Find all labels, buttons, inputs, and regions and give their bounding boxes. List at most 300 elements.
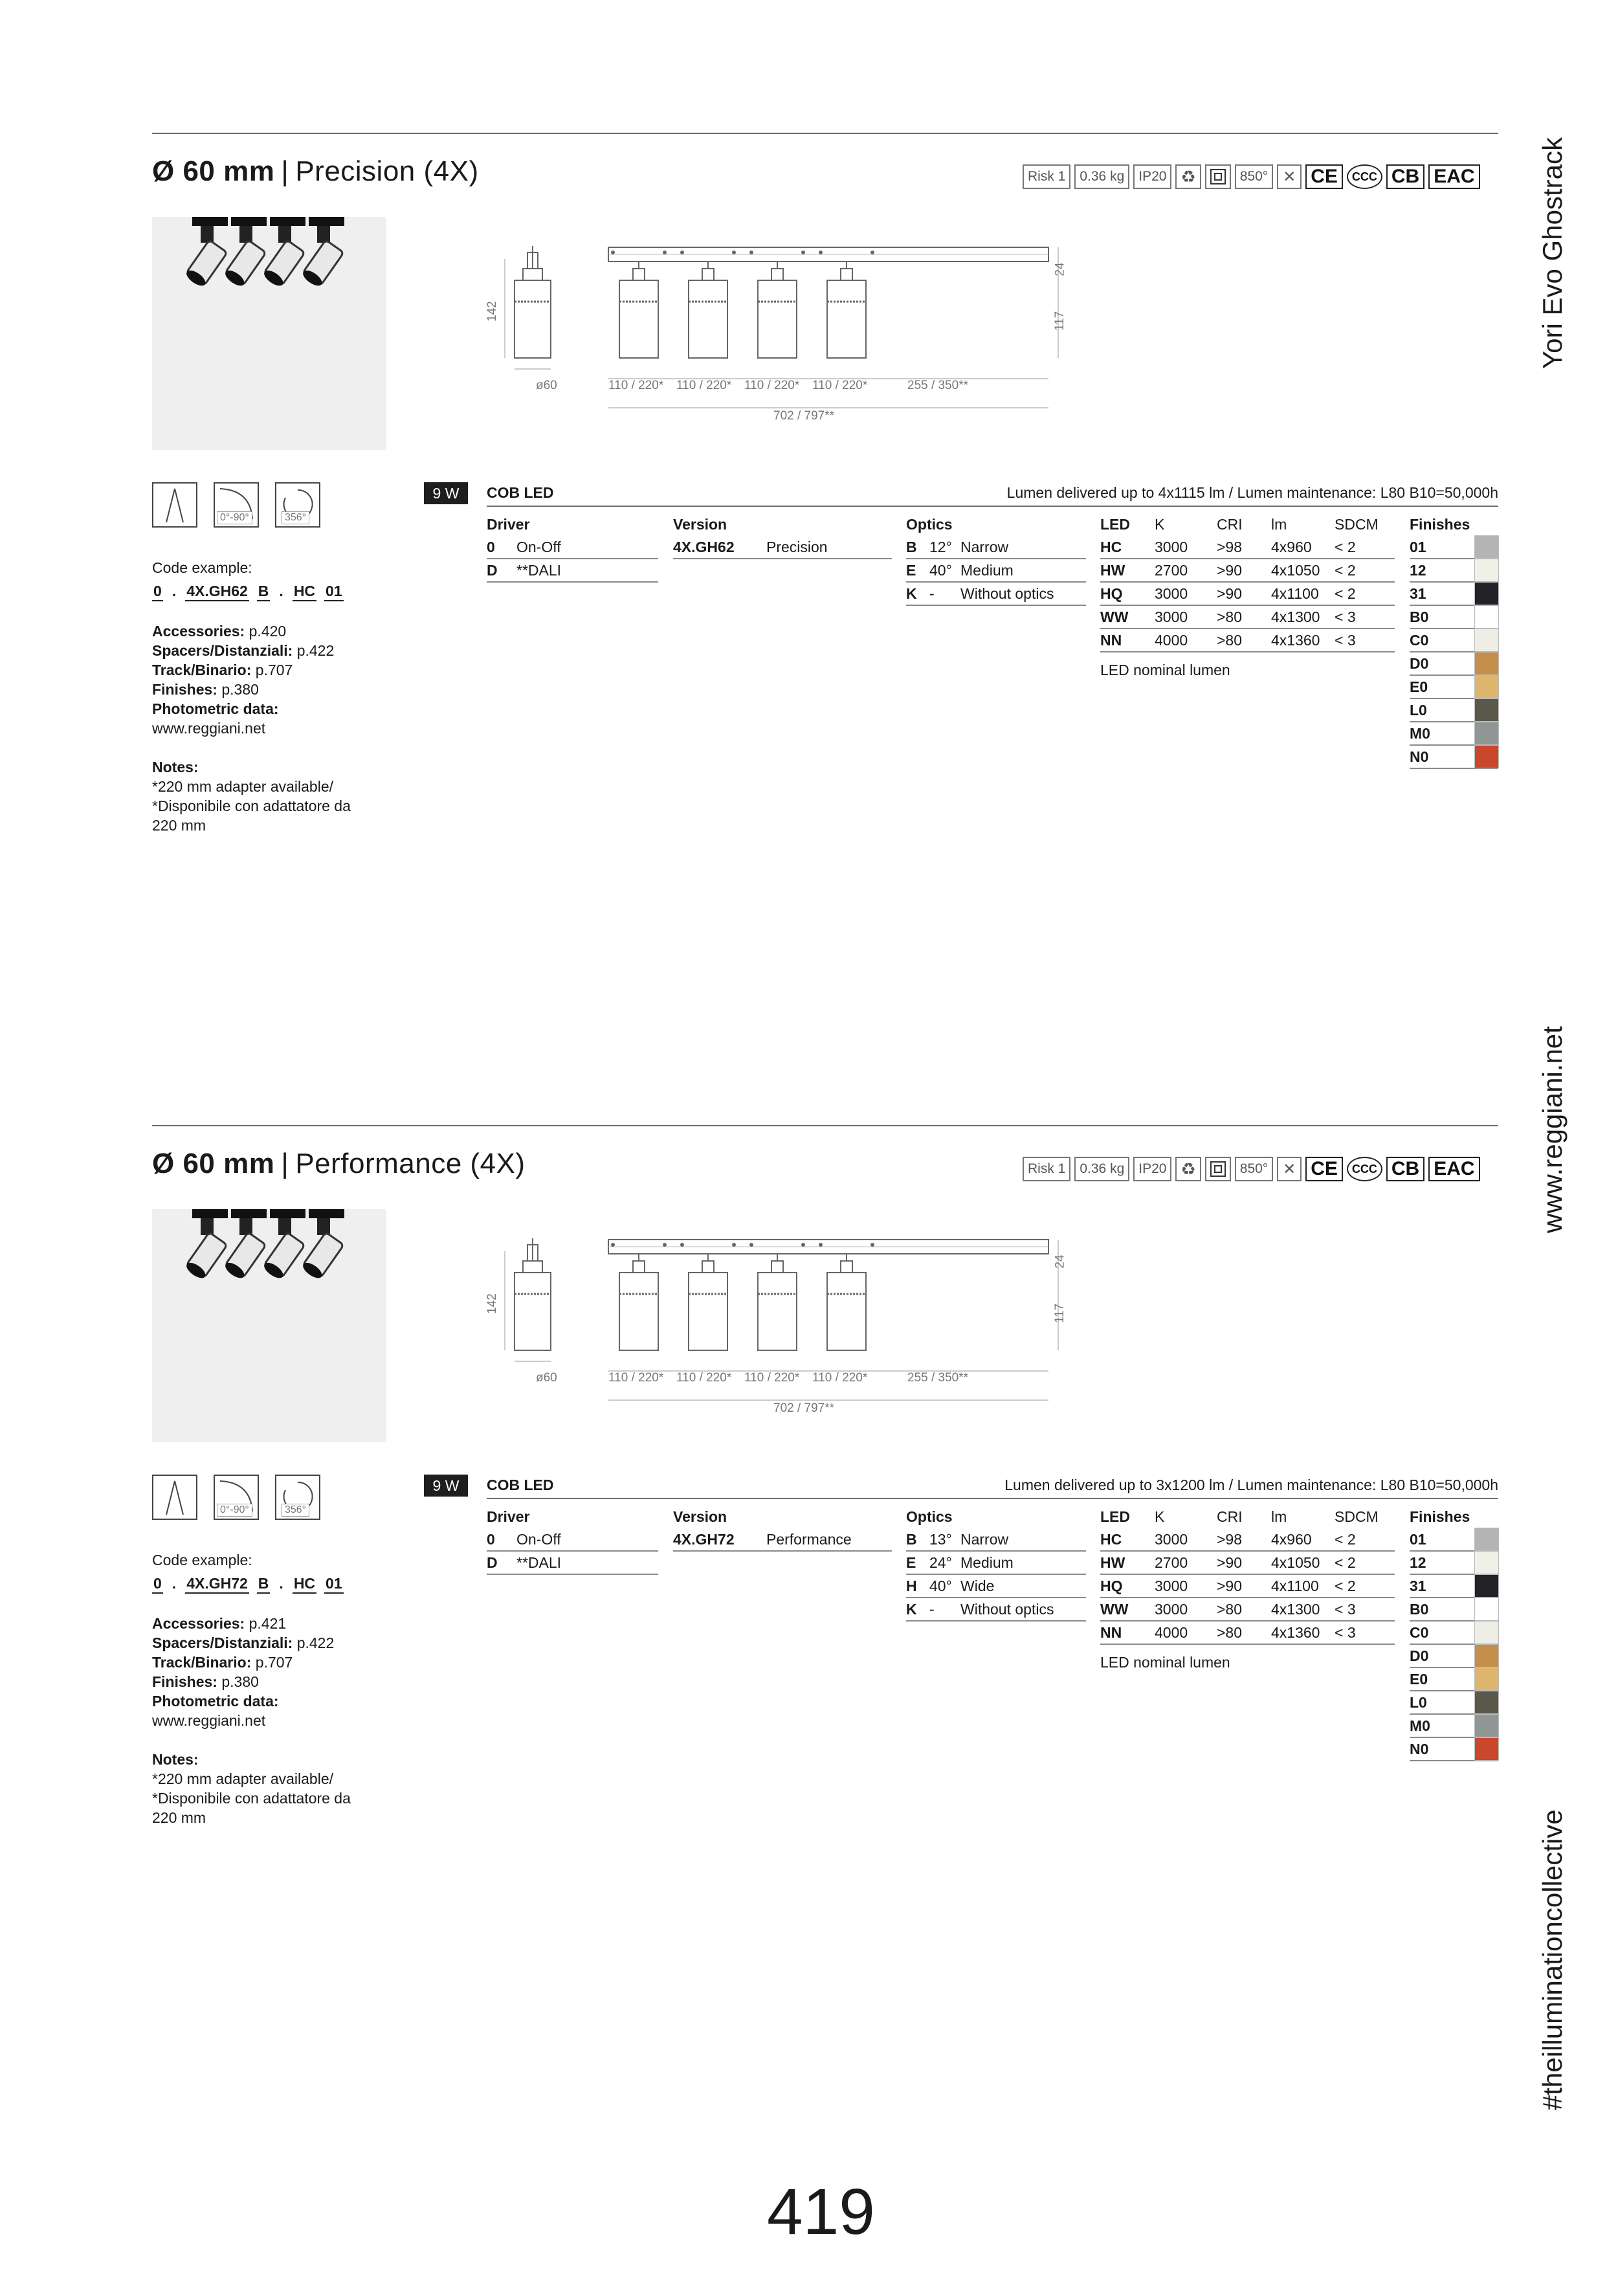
- led-cell: HC: [1100, 539, 1122, 555]
- dim-spacing-4: 110 / 220*: [812, 1371, 868, 1385]
- finish-option[interactable]: [1410, 1668, 1498, 1691]
- finish-code: D0: [1410, 1647, 1429, 1664]
- finish-code: 01: [1410, 1531, 1426, 1548]
- finish-code: L0: [1410, 1694, 1427, 1711]
- class-ii-icon: [1205, 1157, 1231, 1181]
- led-cell: 2700: [1155, 562, 1188, 579]
- led-column-header: K: [1155, 516, 1165, 533]
- version-header: Version: [673, 1508, 727, 1525]
- version-code: 4X.GH72: [673, 1531, 735, 1548]
- optics-header: Optics: [906, 516, 953, 533]
- accessories-label: Accessories:: [152, 1615, 245, 1632]
- optics-column: [906, 1505, 1086, 1622]
- driver-option[interactable]: [487, 1528, 658, 1552]
- finish-swatch: [1475, 1645, 1498, 1667]
- optics-column: [906, 513, 1086, 606]
- led-cell: NN: [1100, 1624, 1122, 1641]
- dim-track: 24: [1053, 1254, 1067, 1269]
- optics-header: Optics: [906, 1508, 953, 1525]
- spacers-page[interactable]: p.422: [296, 642, 335, 659]
- led-cell: < 2: [1335, 1554, 1356, 1571]
- dim-total: 702 / 797**: [773, 1401, 835, 1415]
- led-cell: >90: [1217, 1554, 1243, 1571]
- spacers-label: Spacers/Distanziali:: [152, 642, 293, 659]
- certification-icons: [1023, 1155, 1480, 1183]
- driver-code: 0: [487, 539, 495, 555]
- led-cell: 3000: [1155, 539, 1188, 555]
- finish-swatch: [1475, 699, 1498, 721]
- led-cell: 3000: [1155, 585, 1188, 602]
- led-cell: 3000: [1155, 1577, 1188, 1594]
- finish-option[interactable]: [1410, 1598, 1498, 1622]
- led-cell: 4x960: [1271, 1531, 1312, 1548]
- track-label: Track/Binario:: [152, 1654, 252, 1671]
- led-cell: 4x1300: [1271, 1601, 1320, 1618]
- led-row[interactable]: [1100, 1528, 1395, 1552]
- optics-degree: -: [929, 585, 935, 602]
- optics-degree: 40°: [929, 562, 952, 579]
- spec-rule: [487, 1498, 1498, 1499]
- led-cell: < 2: [1335, 1531, 1356, 1548]
- led-cell: 3000: [1155, 608, 1188, 625]
- led-cell: < 3: [1335, 1624, 1356, 1641]
- finishes-page[interactable]: p.380: [221, 1673, 259, 1690]
- finish-code: 12: [1410, 1554, 1426, 1571]
- led-cell: 4000: [1155, 1624, 1188, 1641]
- track-page[interactable]: p.707: [255, 662, 293, 678]
- led-cell: 2700: [1155, 1554, 1188, 1571]
- finishes-label: Finishes:: [152, 1673, 217, 1690]
- led-cell: 4x960: [1271, 539, 1312, 555]
- finish-swatch: [1475, 629, 1498, 651]
- optics-code: K: [906, 1601, 917, 1618]
- finish-option[interactable]: [1410, 606, 1498, 629]
- finish-swatch: [1475, 1715, 1498, 1737]
- wattage-badge: 9 W: [424, 1475, 468, 1497]
- dim-spacing-4: 110 / 220*: [812, 379, 868, 392]
- led-cell: 4x1360: [1271, 1624, 1320, 1641]
- optics-name: Without optics: [960, 1601, 1054, 1618]
- version-option[interactable]: [673, 536, 892, 559]
- led-row[interactable]: [1100, 1575, 1395, 1598]
- led-column-header: K: [1155, 1508, 1165, 1525]
- photometric-link[interactable]: www.reggiani.net: [152, 720, 266, 737]
- led-table-header: [1100, 513, 1395, 536]
- note-line: *Disponibile con adattatore da: [152, 797, 351, 814]
- dim-diameter: ø60: [536, 379, 557, 392]
- weight-icon: 0.36 kg: [1074, 1157, 1129, 1181]
- optics-name: Medium: [960, 1554, 1014, 1571]
- code-part: .: [172, 1575, 177, 1592]
- finish-swatch: [1475, 536, 1498, 558]
- led-row[interactable]: [1100, 583, 1395, 606]
- finish-code: E0: [1410, 1671, 1428, 1688]
- version-column: [673, 513, 892, 559]
- led-cell: >98: [1217, 1531, 1243, 1548]
- led-cell: HQ: [1100, 585, 1123, 602]
- finish-swatch: [1475, 746, 1498, 768]
- optics-name: Narrow: [960, 1531, 1009, 1548]
- optics-option[interactable]: [906, 583, 1086, 606]
- optics-code: B: [906, 1531, 917, 1548]
- led-row[interactable]: [1100, 629, 1395, 652]
- cb-mark-icon: CB: [1386, 1157, 1424, 1181]
- optics-code: B: [906, 539, 917, 555]
- led-row[interactable]: [1100, 606, 1395, 629]
- optics-code: H: [906, 1577, 917, 1594]
- tilt-label: 0°-90°: [217, 1504, 252, 1517]
- dim-diameter: ø60: [536, 1371, 557, 1385]
- note-line: 220 mm: [152, 817, 206, 834]
- version-header: Version: [673, 516, 727, 533]
- led-row[interactable]: [1100, 1622, 1395, 1645]
- accessories-ref: [152, 1614, 286, 1633]
- finish-option[interactable]: [1410, 536, 1498, 559]
- led-table: [1100, 1505, 1395, 1645]
- led-cell: 3000: [1155, 1601, 1188, 1618]
- led-cell: 4x1100: [1271, 1577, 1319, 1594]
- dim-height: 142: [485, 301, 499, 322]
- version-column: [673, 1505, 892, 1552]
- recycle-icon: ♻: [1175, 1157, 1201, 1181]
- finish-swatch: [1475, 1691, 1498, 1713]
- led-nominal-note: LED nominal lumen: [1100, 1654, 1230, 1671]
- certification-icons: [1023, 163, 1480, 190]
- rotation-label: 356°: [282, 1504, 309, 1517]
- finish-code: C0: [1410, 632, 1429, 649]
- title-diameter: Ø 60 mm: [152, 155, 275, 187]
- code-example-label: Code example:: [152, 1552, 252, 1568]
- finish-option[interactable]: [1410, 583, 1498, 606]
- ip20-icon: IP20: [1133, 1157, 1171, 1181]
- led-cell: >80: [1217, 1601, 1243, 1618]
- product-photo: [152, 217, 386, 450]
- product-section-precision: [0, 0, 1618, 990]
- optics-name: Wide: [960, 1577, 995, 1594]
- led-row[interactable]: [1100, 559, 1395, 583]
- dimension-drawing: [479, 1225, 1113, 1426]
- eac-mark-icon: EAC: [1428, 1157, 1479, 1181]
- finish-swatch: [1475, 1575, 1498, 1597]
- dim-spacing-2: 110 / 220*: [676, 1371, 732, 1385]
- finish-swatch: [1475, 606, 1498, 628]
- product-section-performance: [0, 992, 1618, 1983]
- glow-wire-850-icon: 850°: [1235, 1157, 1273, 1181]
- sidebar-product-title: Yori Evo Ghostrack: [1537, 137, 1568, 369]
- ccc-mark-icon: CCC: [1347, 1157, 1382, 1181]
- led-column-header: LED: [1100, 516, 1130, 533]
- version-name: Precision: [766, 539, 828, 555]
- led-cell: 4x1050: [1271, 562, 1320, 579]
- driver-name: On-Off: [516, 1531, 561, 1548]
- no-cover-icon: ✕: [1277, 1157, 1302, 1181]
- note-line: *220 mm adapter available/: [152, 1770, 333, 1787]
- note-line: *220 mm adapter available/: [152, 778, 333, 795]
- finish-code: M0: [1410, 725, 1430, 742]
- optics-code: K: [906, 585, 917, 602]
- lumen-info: Lumen delivered up to 4x1115 lm / Lumen maintenance: L80 B10=50,000h: [1006, 484, 1498, 501]
- finish-option[interactable]: [1410, 629, 1498, 652]
- led-row[interactable]: [1100, 1552, 1395, 1575]
- optics-degree: 40°: [929, 1577, 952, 1594]
- dim-spacing-3: 110 / 220*: [744, 379, 800, 392]
- led-cell: HQ: [1100, 1577, 1123, 1594]
- led-column-header: LED: [1100, 1508, 1130, 1525]
- dim-spacing-1: 110 / 220*: [608, 379, 664, 392]
- section-title: [152, 1148, 526, 1180]
- optics-option[interactable]: [906, 1575, 1086, 1598]
- beam-angle-icon: [152, 482, 197, 528]
- optics-name: Narrow: [960, 539, 1009, 555]
- optics-degree: 24°: [929, 1554, 952, 1571]
- finish-swatch: [1475, 1622, 1498, 1644]
- spacers-ref: [152, 1633, 334, 1653]
- note-line: 220 mm: [152, 1809, 206, 1826]
- finishes-column: [1410, 1505, 1498, 1761]
- accessories-label: Accessories:: [152, 623, 245, 640]
- spotlights-illustration: [152, 1209, 386, 1442]
- code-part: HC: [293, 583, 316, 601]
- ccc-mark-icon: CCC: [1347, 164, 1382, 189]
- led-table: [1100, 513, 1395, 652]
- section-top-rule: [152, 1125, 1498, 1126]
- finish-option[interactable]: [1410, 722, 1498, 746]
- photometric-label: Photometric data:: [152, 1693, 279, 1710]
- code-part: 4X.GH72: [185, 1575, 249, 1594]
- wattage-badge: 9 W: [424, 482, 468, 504]
- finish-option[interactable]: [1410, 559, 1498, 583]
- track-ref: [152, 660, 293, 680]
- led-cell: NN: [1100, 632, 1122, 649]
- finish-option[interactable]: [1410, 746, 1498, 769]
- led-cell: HC: [1100, 1531, 1122, 1548]
- finish-option[interactable]: [1410, 1528, 1498, 1552]
- led-cell: 4x1050: [1271, 1554, 1320, 1571]
- optics-option[interactable]: [906, 1598, 1086, 1622]
- led-cell: 4000: [1155, 632, 1188, 649]
- spotlights-illustration: [152, 217, 386, 450]
- driver-code: D: [487, 1554, 498, 1571]
- version-option[interactable]: [673, 1528, 892, 1552]
- track-ref: [152, 1653, 293, 1672]
- driver-option[interactable]: [487, 536, 658, 559]
- finish-option[interactable]: [1410, 699, 1498, 722]
- finish-code: D0: [1410, 655, 1429, 672]
- optics-degree: -: [929, 1601, 935, 1618]
- finish-option[interactable]: [1410, 1691, 1498, 1715]
- spacers-label: Spacers/Distanziali:: [152, 1634, 293, 1651]
- driver-header: Driver: [487, 1508, 530, 1525]
- finishes-header: Finishes: [1410, 1508, 1470, 1525]
- finish-swatch: [1475, 1598, 1498, 1620]
- led-row[interactable]: [1100, 1598, 1395, 1622]
- code-part: 4X.GH62: [185, 583, 249, 601]
- finish-option[interactable]: [1410, 676, 1498, 699]
- finish-swatch: [1475, 1668, 1498, 1690]
- risk-1-icon: Risk 1: [1023, 164, 1070, 189]
- accessories-page[interactable]: p.420: [249, 623, 287, 640]
- section-top-rule: [152, 133, 1498, 134]
- led-column-header: SDCM: [1335, 516, 1379, 533]
- code-part: 01: [324, 1575, 344, 1594]
- ce-mark-icon: CE: [1305, 1157, 1343, 1181]
- finishes-header: Finishes: [1410, 516, 1470, 533]
- accessories-page[interactable]: p.421: [249, 1615, 287, 1632]
- driver-code: D: [487, 562, 498, 579]
- driver-column: [487, 1505, 658, 1575]
- code-example-label: Code example:: [152, 559, 252, 576]
- led-column-header: SDCM: [1335, 1508, 1379, 1525]
- sidebar-website-link[interactable]: www.reggiani.net: [1537, 1026, 1568, 1233]
- dim-track: 24: [1053, 262, 1067, 276]
- spacers-page[interactable]: p.422: [296, 1634, 335, 1651]
- optics-option[interactable]: [906, 559, 1086, 583]
- dim-end: 255 / 350**: [907, 1371, 969, 1385]
- finish-code: B0: [1410, 1601, 1429, 1618]
- finish-swatch: [1475, 676, 1498, 698]
- led-cell: 3000: [1155, 1531, 1188, 1548]
- finishes-column: [1410, 513, 1498, 769]
- led-cell: < 2: [1335, 539, 1356, 555]
- rotation-label: 356°: [282, 511, 309, 524]
- title-separator: |: [281, 155, 289, 187]
- driver-header: Driver: [487, 516, 530, 533]
- led-cell: < 2: [1335, 1577, 1356, 1594]
- driver-option[interactable]: [487, 559, 658, 583]
- led-cell: WW: [1100, 608, 1129, 625]
- photometric-link[interactable]: www.reggiani.net: [152, 1712, 266, 1729]
- led-cell: 4x1300: [1271, 608, 1320, 625]
- notes-label: Notes:: [152, 759, 199, 775]
- optics-degree: 12°: [929, 539, 952, 555]
- finishes-ref: [152, 1672, 259, 1691]
- code-example: [152, 1575, 344, 1594]
- tilt-label: 0°-90°: [217, 511, 252, 524]
- led-cell: HW: [1100, 1554, 1125, 1571]
- finish-swatch: [1475, 559, 1498, 581]
- led-cell: >98: [1217, 539, 1243, 555]
- led-column-header: CRI: [1217, 516, 1243, 533]
- finish-code: L0: [1410, 702, 1427, 719]
- led-cell: >80: [1217, 632, 1243, 649]
- technical-drawing: [479, 233, 1113, 434]
- finish-code: M0: [1410, 1717, 1430, 1734]
- notes-label: Notes:: [152, 1751, 199, 1768]
- cb-mark-icon: CB: [1386, 164, 1424, 189]
- title-separator: |: [281, 1148, 289, 1179]
- finish-code: C0: [1410, 1624, 1429, 1641]
- code-part: HC: [293, 1575, 316, 1594]
- dimension-drawing: [479, 233, 1113, 434]
- section-title: [152, 155, 479, 188]
- finish-option[interactable]: [1410, 1715, 1498, 1738]
- finish-option[interactable]: [1410, 1552, 1498, 1575]
- finishes-ref: [152, 680, 259, 699]
- finish-swatch: [1475, 652, 1498, 674]
- glow-wire-850-icon: 850°: [1235, 164, 1273, 189]
- code-part: 0: [152, 583, 163, 601]
- finishes-label: Finishes:: [152, 681, 217, 698]
- code-part: 0: [152, 1575, 163, 1594]
- accessories-ref: [152, 621, 286, 641]
- optics-name: Medium: [960, 562, 1014, 579]
- led-cell: < 2: [1335, 562, 1356, 579]
- led-cell: < 2: [1335, 585, 1356, 602]
- dim-total: 702 / 797**: [773, 409, 835, 423]
- sidebar-hashtag: #theilluminationcollective: [1537, 1809, 1568, 2110]
- page-number: 419: [767, 2176, 875, 2248]
- finish-code: N0: [1410, 748, 1429, 765]
- led-cell: < 3: [1335, 608, 1356, 625]
- finishes-page[interactable]: p.380: [221, 681, 259, 698]
- finish-option[interactable]: [1410, 1645, 1498, 1668]
- led-type: COB LED: [487, 1477, 554, 1493]
- beam-angle-icon: [152, 1475, 197, 1520]
- code-part: .: [279, 1575, 283, 1592]
- finish-swatch: [1475, 722, 1498, 744]
- led-type: COB LED: [487, 484, 554, 501]
- finish-code: 01: [1410, 539, 1426, 555]
- ip20-icon: IP20: [1133, 164, 1171, 189]
- version-code: 4X.GH62: [673, 539, 735, 555]
- optics-code: E: [906, 1554, 916, 1571]
- code-example: [152, 583, 344, 601]
- version-name: Performance: [766, 1531, 852, 1548]
- ce-mark-icon: CE: [1305, 164, 1343, 189]
- dim-end: 255 / 350**: [907, 379, 969, 392]
- code-part: B: [257, 583, 271, 601]
- led-row[interactable]: [1100, 536, 1395, 559]
- optics-option[interactable]: [906, 536, 1086, 559]
- led-cell: >80: [1217, 1624, 1243, 1641]
- track-page[interactable]: p.707: [255, 1654, 293, 1671]
- code-part: B: [257, 1575, 271, 1594]
- led-column-header: lm: [1271, 516, 1287, 533]
- led-cell: >90: [1217, 585, 1243, 602]
- finish-option[interactable]: [1410, 1738, 1498, 1761]
- optics-option[interactable]: [906, 1528, 1086, 1552]
- no-cover-icon: ✕: [1277, 164, 1302, 189]
- finish-option[interactable]: [1410, 652, 1498, 676]
- spec-rule: [487, 506, 1498, 507]
- product-photo: [152, 1209, 386, 1442]
- finish-option[interactable]: [1410, 1575, 1498, 1598]
- eac-mark-icon: EAC: [1428, 164, 1479, 189]
- finish-code: B0: [1410, 608, 1429, 625]
- optics-option[interactable]: [906, 1552, 1086, 1575]
- note-line: *Disponibile con adattatore da: [152, 1790, 351, 1807]
- finish-code: N0: [1410, 1741, 1429, 1757]
- led-cell: >80: [1217, 608, 1243, 625]
- dim-drop: 117: [1053, 1303, 1067, 1324]
- led-cell: HW: [1100, 562, 1125, 579]
- track-label: Track/Binario:: [152, 662, 252, 678]
- driver-option[interactable]: [487, 1552, 658, 1575]
- finish-code: 31: [1410, 1577, 1426, 1594]
- led-cell: < 3: [1335, 632, 1356, 649]
- driver-name: **DALI: [516, 562, 562, 579]
- dim-height: 142: [485, 1293, 499, 1314]
- driver-column: [487, 513, 658, 583]
- dim-spacing-3: 110 / 220*: [744, 1371, 800, 1385]
- optics-code: E: [906, 562, 916, 579]
- led-cell: < 3: [1335, 1601, 1356, 1618]
- spacers-ref: [152, 641, 334, 660]
- class-ii-icon: [1205, 164, 1231, 189]
- finish-option[interactable]: [1410, 1622, 1498, 1645]
- dim-spacing-2: 110 / 220*: [676, 379, 732, 392]
- led-table-header: [1100, 1505, 1395, 1528]
